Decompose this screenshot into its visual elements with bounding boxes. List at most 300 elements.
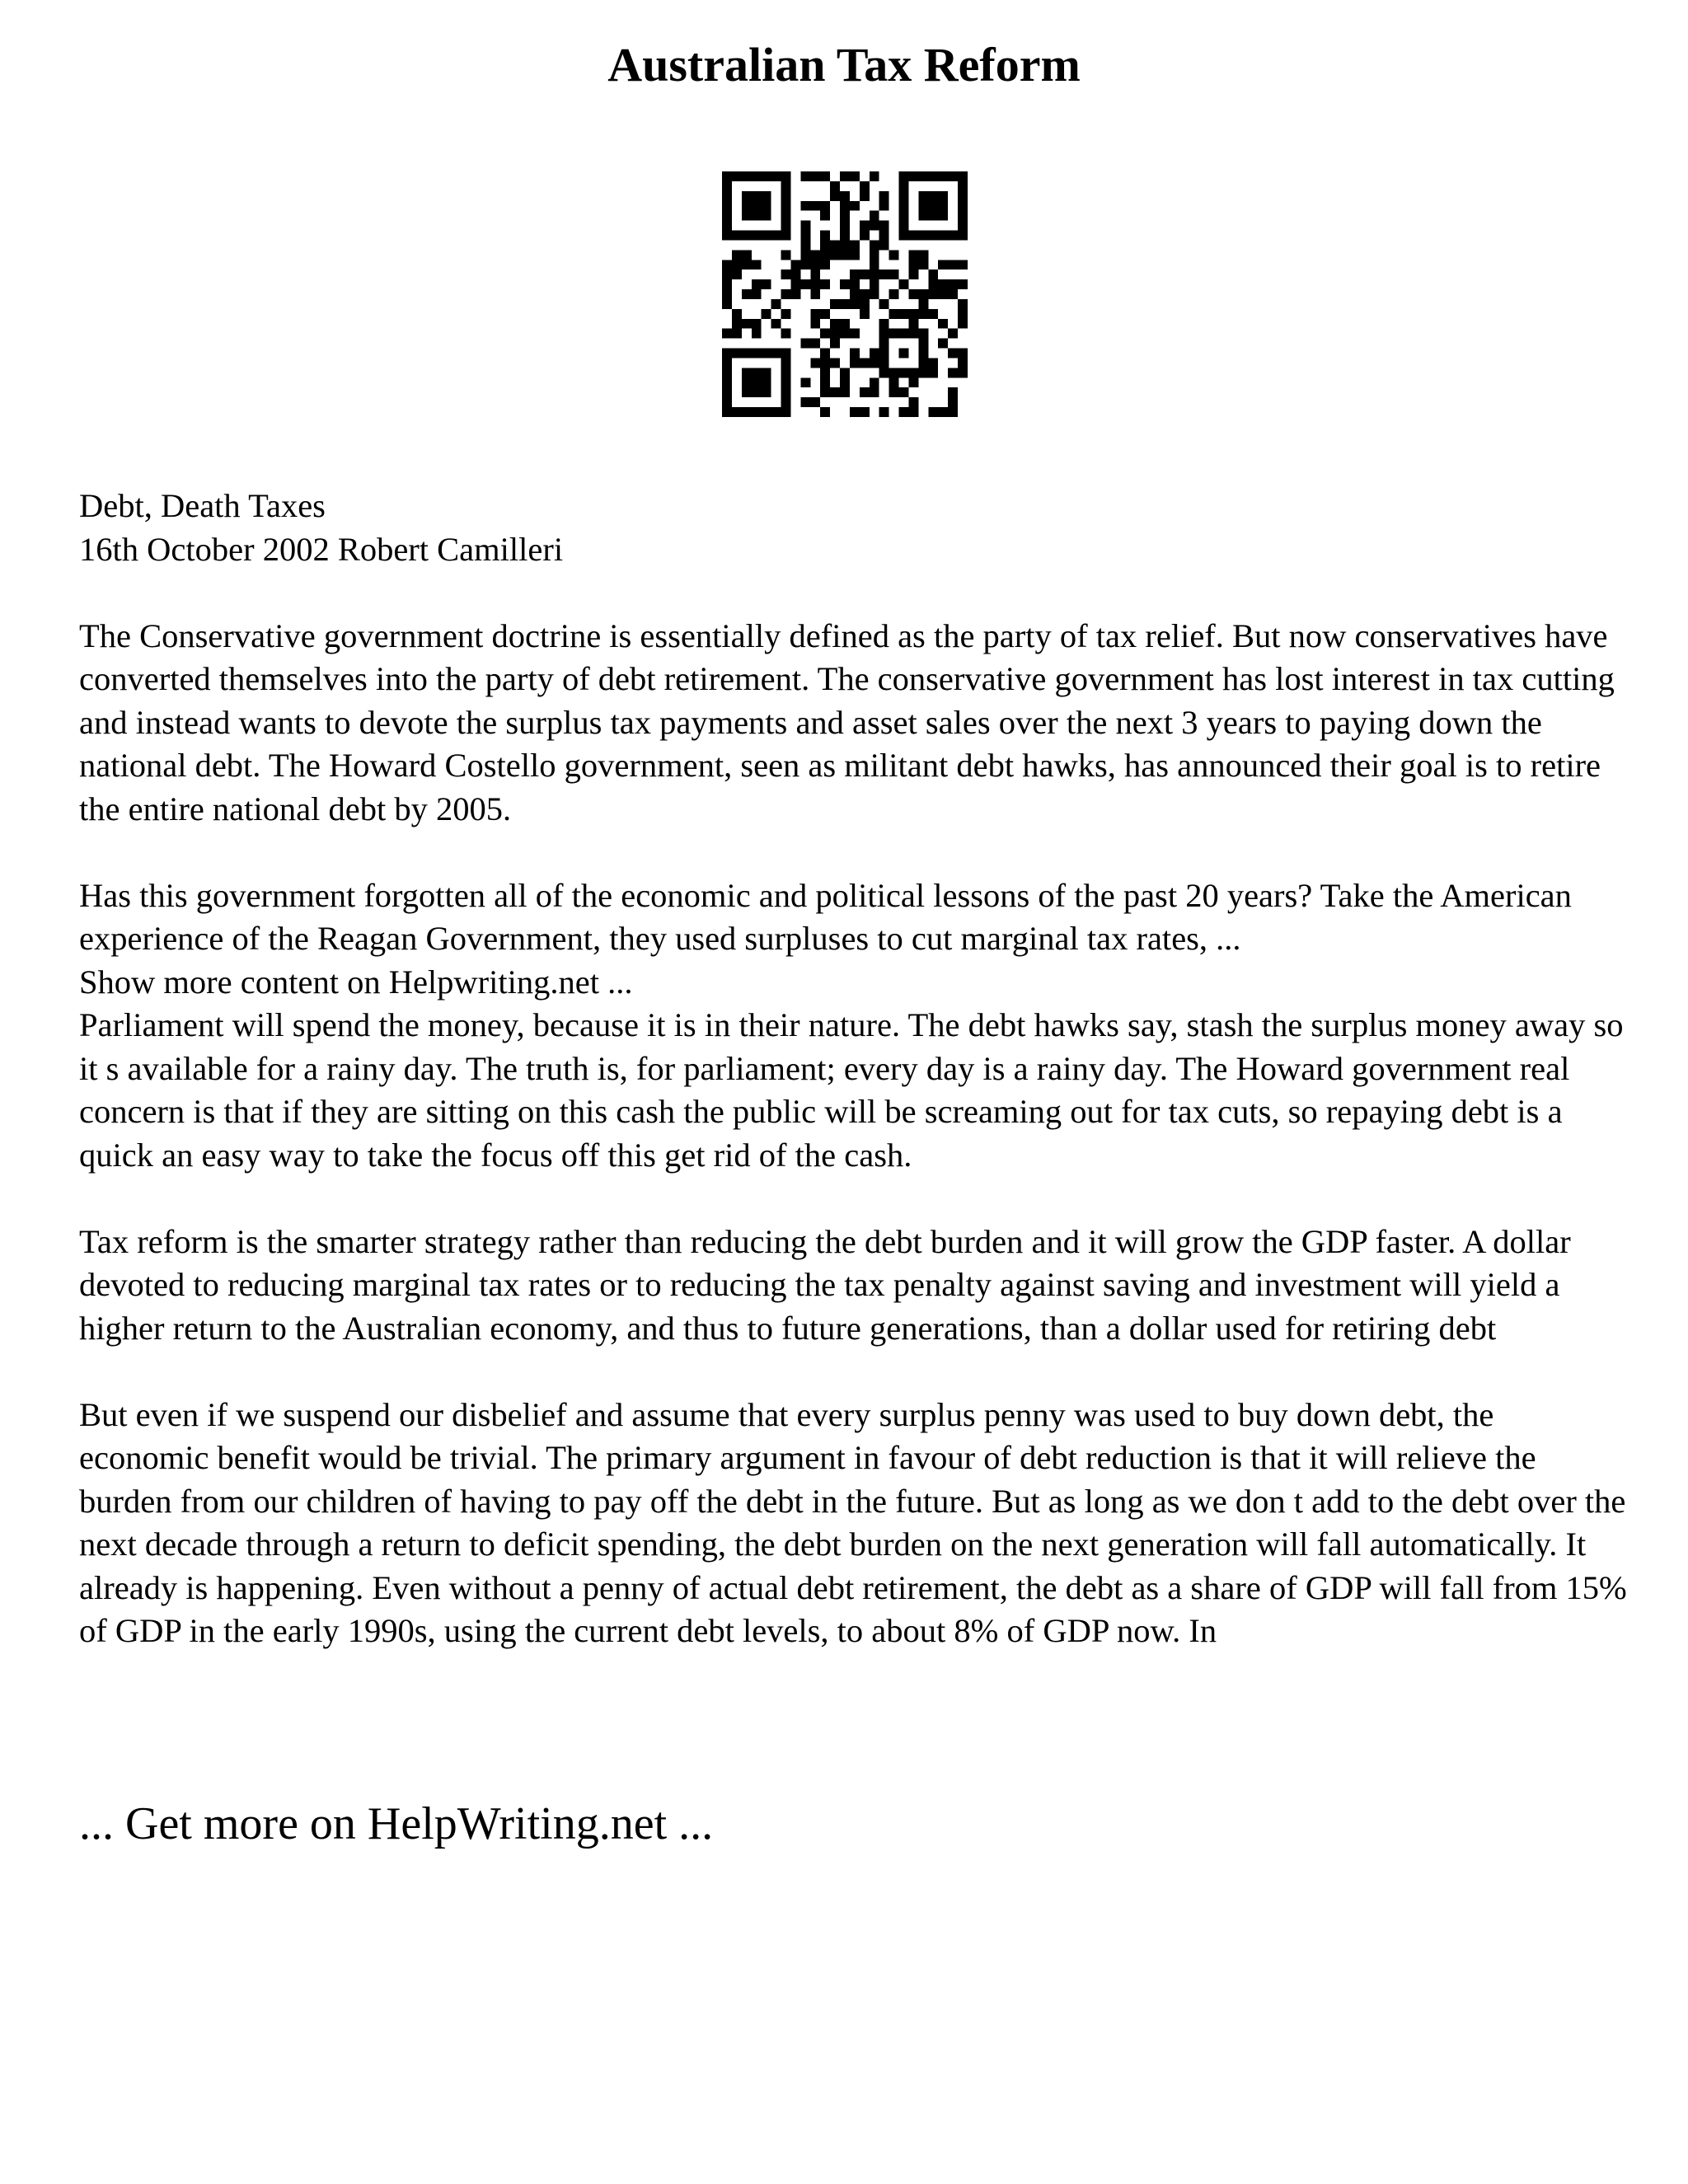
qr-module [820, 211, 830, 221]
qr-module [840, 221, 850, 231]
qr-module [850, 279, 860, 289]
qr-module [762, 279, 771, 289]
qr-module [742, 191, 752, 201]
qr-module [850, 329, 860, 339]
qr-module [860, 181, 870, 191]
qr-module [928, 201, 938, 211]
qr-module [918, 211, 928, 221]
qr-module [958, 358, 968, 368]
qr-module [742, 289, 752, 299]
qr-module [879, 240, 889, 250]
qr-module [840, 201, 850, 211]
qr-module [889, 387, 899, 397]
qr-module [918, 260, 928, 269]
qr-module [918, 339, 928, 349]
qr-module [850, 407, 860, 417]
document-subtitle: Debt, Death Taxes [79, 487, 326, 524]
qr-module [928, 368, 938, 377]
qr-module [752, 171, 762, 181]
qr-module [771, 231, 781, 241]
qr-module [948, 368, 958, 377]
qr-module [840, 377, 850, 387]
qr-module [889, 309, 899, 319]
qr-module [810, 250, 820, 260]
qr-module [820, 329, 830, 339]
qr-module [918, 358, 928, 368]
qr-module [830, 191, 840, 201]
qr-module [800, 231, 810, 241]
qr-module [908, 329, 918, 339]
qr-module [722, 299, 732, 309]
qr-module [800, 201, 810, 211]
qr-module [800, 397, 810, 407]
qr-module [879, 339, 889, 349]
qr-module [781, 349, 791, 359]
qr-module [948, 279, 958, 289]
qr-module [850, 349, 860, 359]
qr-module [742, 260, 752, 269]
qr-module [742, 349, 752, 359]
qr-module [762, 201, 771, 211]
qr-module [889, 250, 899, 260]
qr-module [722, 201, 732, 211]
qr-module [781, 397, 791, 407]
qr-module [870, 349, 879, 359]
qr-module [928, 358, 938, 368]
qr-module [879, 231, 889, 241]
qr-module [762, 387, 771, 397]
qr-module [820, 231, 830, 241]
qr-module [889, 269, 899, 279]
qr-module [840, 368, 850, 377]
qr-module [800, 279, 810, 289]
qr-module [899, 211, 909, 221]
qr-module [800, 250, 810, 260]
qr-module [889, 368, 899, 377]
qr-module [722, 211, 732, 221]
qr-module [938, 191, 948, 201]
qr-module [781, 407, 791, 417]
qr-module [870, 240, 879, 250]
qr-module [781, 171, 791, 181]
qr-module [781, 201, 791, 211]
qr-module [860, 407, 870, 417]
qr-module [928, 191, 938, 201]
qr-module [781, 181, 791, 191]
qr-module [918, 289, 928, 299]
qr-module [762, 211, 771, 221]
qr-module [781, 269, 791, 279]
qr-module [850, 289, 860, 299]
qr-module [948, 260, 958, 269]
qr-module [889, 329, 899, 339]
qr-module [752, 289, 762, 299]
qr-module [850, 269, 860, 279]
qr-module [810, 269, 820, 279]
qr-module [938, 211, 948, 221]
qr-module [732, 319, 742, 329]
qr-module [762, 309, 771, 319]
qr-module [870, 377, 879, 387]
qr-module [879, 269, 889, 279]
qr-code-icon [722, 171, 968, 417]
qr-module [908, 377, 918, 387]
qr-module [879, 329, 889, 339]
qr-module [958, 201, 968, 211]
qr-module [800, 240, 810, 250]
qr-module [732, 329, 742, 339]
qr-module [820, 387, 830, 397]
qr-module [722, 358, 732, 368]
qr-module [889, 289, 899, 299]
qr-module [722, 191, 732, 201]
qr-module [908, 231, 918, 241]
qr-module [948, 397, 958, 407]
qr-module [908, 319, 918, 329]
qr-module [742, 250, 752, 260]
qr-module [879, 221, 889, 231]
qr-module [899, 201, 909, 211]
qr-module [958, 368, 968, 377]
qr-module [899, 191, 909, 201]
qr-module [938, 279, 948, 289]
qr-module [928, 407, 938, 417]
qr-module [722, 181, 732, 191]
qr-module [870, 387, 879, 397]
qr-module [860, 299, 870, 309]
qr-module [918, 309, 928, 319]
qr-module [790, 269, 800, 279]
qr-module [958, 231, 968, 241]
paragraph-4: Tax reform is the smarter strategy rather than reducing the debt burden and it will grow the GDP faster. A dollar devoted to reducing marginal tax rates or to reducing the tax penalty against saving and investment will yield a higher return to the Australian economy, and thus to future generations, than a dollar used for retiring debt [79, 1222, 1571, 1347]
qr-module [840, 240, 850, 250]
qr-module [800, 221, 810, 231]
qr-module [918, 231, 928, 241]
qr-module [752, 231, 762, 241]
qr-module [879, 349, 889, 359]
qr-module [722, 221, 732, 231]
qr-module [722, 329, 732, 339]
qr-module [899, 329, 909, 339]
qr-module [928, 211, 938, 221]
qr-module [948, 231, 958, 241]
qr-module [742, 407, 752, 417]
qr-module [732, 309, 742, 319]
qr-module [752, 211, 762, 221]
qr-module [830, 319, 840, 329]
qr-module [870, 279, 879, 289]
qr-module [722, 368, 732, 377]
qr-module [870, 269, 879, 279]
qr-module [938, 289, 948, 299]
qr-module [958, 191, 968, 201]
qr-module [850, 171, 860, 181]
qr-module [820, 171, 830, 181]
qr-module [742, 201, 752, 211]
qr-module [752, 279, 762, 289]
qr-module [752, 377, 762, 387]
qr-module [908, 368, 918, 377]
qr-module [908, 309, 918, 319]
qr-module [771, 171, 781, 181]
qr-module [752, 368, 762, 377]
qr-module [889, 377, 899, 387]
qr-module [810, 260, 820, 269]
qr-module [810, 171, 820, 181]
qr-module [948, 329, 958, 339]
qr-module [830, 358, 840, 368]
qr-module [732, 260, 742, 269]
qr-module [781, 329, 791, 339]
qr-module [752, 260, 762, 269]
qr-module [860, 309, 870, 319]
qr-module [790, 279, 800, 289]
qr-module [840, 171, 850, 181]
qr-module [840, 211, 850, 221]
qr-module [820, 309, 830, 319]
qr-module [899, 407, 909, 417]
qr-module [928, 171, 938, 181]
qr-module [840, 387, 850, 397]
qr-module [732, 231, 742, 241]
qr-module [860, 191, 870, 201]
qr-module [948, 349, 958, 359]
qr-module [771, 407, 781, 417]
qr-module [850, 201, 860, 211]
qr-module [800, 377, 810, 387]
qr-module [800, 171, 810, 181]
qr-module [879, 368, 889, 377]
qr-module [918, 250, 928, 260]
qr-module [899, 309, 909, 319]
qr-module [850, 299, 860, 309]
qr-module [781, 221, 791, 231]
qr-module [870, 260, 879, 269]
qr-module [860, 387, 870, 397]
qr-module [752, 387, 762, 397]
qr-module [908, 250, 918, 260]
qr-module [830, 329, 840, 339]
qr-module [781, 387, 791, 397]
paragraph-1: The Conservative government doctrine is essentially defined as the party of tax relief. But now conservatives have converted themselves into the party of debt retirement. The conservative government has lost interest in tax cutting and instead wants to devote the surplus tax payments and asset sales over the next 3 years to paying down the national debt. The Howard Costello government, seen as militant debt hawks, has announced their goal is to retire the entire national debt by 2005. [79, 616, 1615, 827]
qr-module [810, 201, 820, 211]
qr-module [860, 231, 870, 241]
qr-module [938, 231, 948, 241]
qr-module [781, 211, 791, 221]
qr-module [781, 231, 791, 241]
qr-module [781, 250, 791, 260]
qr-module [732, 269, 742, 279]
qr-module [908, 407, 918, 417]
qr-module [899, 387, 909, 397]
qr-module [752, 191, 762, 201]
qr-module [958, 171, 968, 181]
qr-module [958, 260, 968, 269]
qr-module [742, 368, 752, 377]
qr-module [820, 260, 830, 269]
qr-module [938, 407, 948, 417]
paragraph-5: But even if we suspend our disbelief and assume that every surplus penny was used to buy down debt, the economic benefit would be trivial. The primary argument in favour of debt reduction is that it will relieve the burden from our children of having to pay off the debt in the future. But as long as we don t add to the debt over the next decade through a return to deficit spending, the debt burden on the next generation will fall automatically. It already is happening. Even without a penny of actual debt retirement, the debt as a share of GDP will fall from 15% of GDP in the early 1990s, using the current debt levels, to about 8% of GDP now. In [79, 1395, 1627, 1649]
qr-module [840, 299, 850, 309]
qr-module [840, 279, 850, 289]
qr-module [762, 368, 771, 377]
qr-module [918, 349, 928, 359]
qr-module [800, 339, 810, 349]
qr-module [899, 349, 909, 359]
qr-module [781, 289, 791, 299]
qr-module [948, 407, 958, 417]
qr-module [790, 260, 800, 269]
qr-module [840, 329, 850, 339]
qr-module [820, 358, 830, 368]
qr-module [840, 231, 850, 241]
qr-module [899, 171, 909, 181]
qr-module [850, 250, 860, 260]
qr-module [958, 319, 968, 329]
qr-module [820, 201, 830, 211]
qr-module [762, 377, 771, 387]
qr-module [762, 349, 771, 359]
qr-module [879, 201, 889, 211]
qr-module [899, 231, 909, 241]
qr-module [742, 211, 752, 221]
qr-module [938, 339, 948, 349]
qr-module [781, 358, 791, 368]
qr-module [928, 289, 938, 299]
qr-module [918, 329, 928, 339]
qr-module [908, 397, 918, 407]
qr-module [850, 358, 860, 368]
qr-module [800, 260, 810, 269]
qr-module [722, 289, 732, 299]
qr-module [781, 368, 791, 377]
qr-module [918, 201, 928, 211]
qr-module [810, 339, 820, 349]
qr-module [840, 250, 850, 260]
qr-module [860, 358, 870, 368]
qr-module [870, 221, 879, 231]
qr-module [762, 171, 771, 181]
get-more-link[interactable]: ... Get more on HelpWriting.net ... [79, 1798, 714, 1849]
qr-module [820, 240, 830, 250]
qr-module [732, 250, 742, 260]
qr-module [928, 309, 938, 319]
qr-module [722, 279, 732, 289]
qr-module [810, 309, 820, 319]
qr-module [879, 358, 889, 368]
qr-module [958, 181, 968, 191]
qr-module [840, 191, 850, 201]
qr-module [820, 349, 830, 359]
qr-module [752, 319, 762, 329]
qr-module [899, 279, 909, 289]
qr-module [771, 299, 781, 309]
qr-module [722, 171, 732, 181]
qr-module [879, 407, 889, 417]
qr-module [860, 221, 870, 231]
spacer [79, 571, 1629, 615]
qr-module [722, 269, 732, 279]
qr-module [820, 377, 830, 387]
qr-module [742, 377, 752, 387]
qr-module [752, 349, 762, 359]
qr-module [938, 171, 948, 181]
paragraph-2: Has this government forgotten all of the economic and political lessons of the past 20 years? Take the American experience of the Reagan Government, they used surpluses to cut marginal tax rates, ... [79, 876, 1572, 957]
qr-module [830, 240, 840, 250]
qr-module [870, 211, 879, 221]
qr-module [938, 319, 948, 329]
qr-module [938, 201, 948, 211]
qr-module [790, 289, 800, 299]
qr-module [820, 368, 830, 377]
qr-module [860, 269, 870, 279]
qr-module [820, 407, 830, 417]
qr-module [742, 171, 752, 181]
qr-module [810, 279, 820, 289]
qr-module [781, 309, 791, 319]
qr-module [722, 407, 732, 417]
qr-module [752, 329, 762, 339]
qr-module [732, 407, 742, 417]
qr-module [752, 407, 762, 417]
qr-module [830, 339, 840, 349]
qr-module [722, 387, 732, 397]
qr-module [810, 319, 820, 329]
qr-module [918, 299, 928, 309]
qr-module [850, 240, 860, 250]
qr-module [918, 171, 928, 181]
qr-module [762, 407, 771, 417]
qr-module [810, 289, 820, 299]
qr-module [879, 299, 889, 309]
qr-module [928, 269, 938, 279]
qr-module [722, 260, 732, 269]
qr-module [820, 250, 830, 260]
qr-module [722, 377, 732, 387]
qr-module [948, 289, 958, 299]
qr-module [958, 309, 968, 319]
document-byline: 16th October 2002 Robert Camilleri [79, 530, 564, 568]
qr-module [781, 377, 791, 387]
qr-module [870, 250, 879, 260]
qr-module [830, 299, 840, 309]
qr-module [899, 181, 909, 191]
qr-module [879, 191, 889, 201]
document-body [79, 485, 1629, 1696]
qr-module [762, 191, 771, 201]
qr-module [781, 191, 791, 201]
qr-module [810, 358, 820, 368]
qr-module [840, 319, 850, 329]
qr-module [928, 279, 938, 289]
show-more-link[interactable]: Show more content on Helpwriting.net ... [79, 963, 633, 1001]
qr-module [830, 250, 840, 260]
qr-module [948, 171, 958, 181]
document-title: Australian Tax Reform [607, 38, 1081, 91]
qr-module [722, 349, 732, 359]
qr-module [830, 181, 840, 191]
qr-module [870, 358, 879, 368]
qr-module [899, 221, 909, 231]
qr-module [820, 279, 830, 289]
qr-module [870, 171, 879, 181]
qr-module [762, 231, 771, 241]
qr-module [860, 289, 870, 299]
qr-module [830, 387, 840, 397]
qr-module [722, 397, 732, 407]
document-header [79, 485, 1629, 571]
paragraph-3: Parliament will spend the money, because it is in their nature. The debt hawks say, stash the surplus money away so it s available for a rainy day. The truth is, for parliament; every day is a rainy day. The Howard government real concern is that if they are sitting on this cash the public will be screaming out for tax cuts, so repaying debt is a quick an easy way to take the focus off this get rid of the cash. [79, 1006, 1624, 1174]
